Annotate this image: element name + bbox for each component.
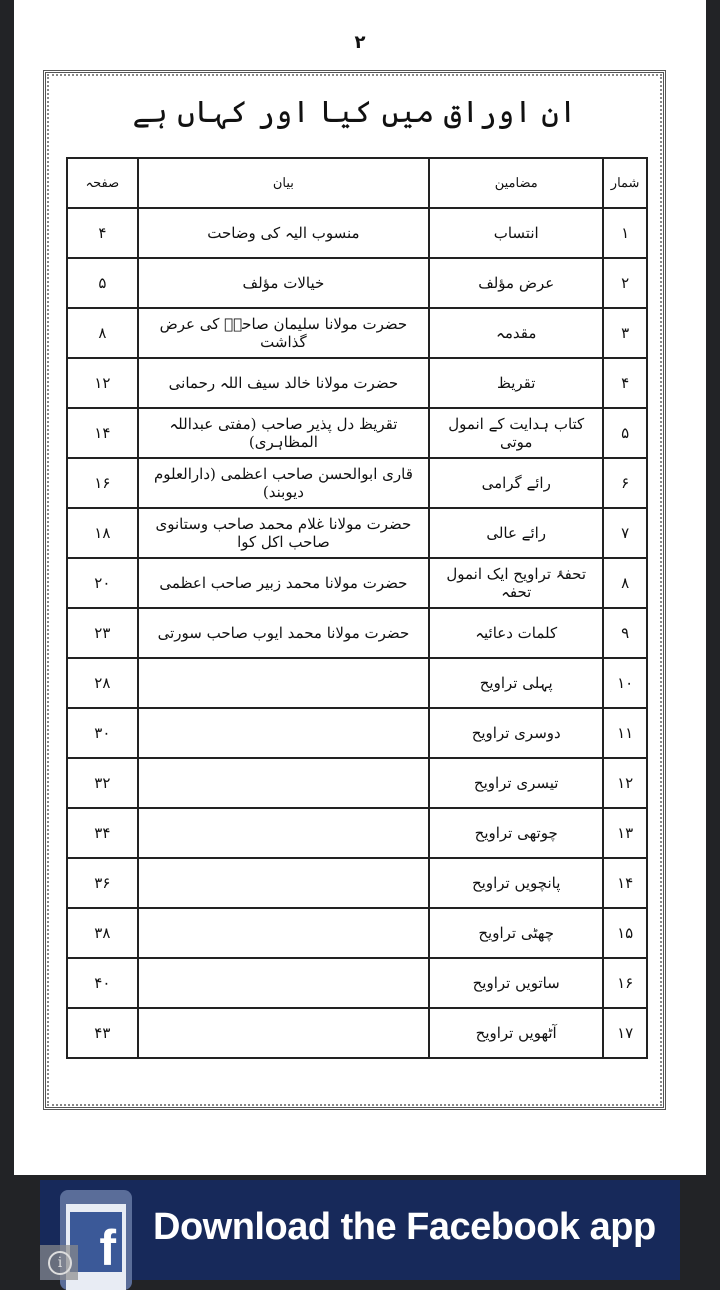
row-statement: خیالات مؤلف [138,258,429,308]
row-page: ۱۴ [67,408,138,458]
table-row [67,908,647,958]
row-page: ۳۶ [67,858,138,908]
table-row [67,458,647,508]
ad-text: Download the Facebook app [153,1206,656,1248]
row-number: ۵ [603,408,647,458]
row-number: ۱۱ [603,708,647,758]
row-subject: رائے گرامی [429,458,603,508]
facebook-app-ad-banner[interactable] [40,1180,680,1280]
document-page [14,0,706,1175]
row-subject: پانچویں تراویح [429,858,603,908]
row-page: ۴۳ [67,1008,138,1058]
row-subject: پہلی تراویح [429,658,603,708]
row-page: ۳۸ [67,908,138,958]
row-number: ۹ [603,608,647,658]
row-page: ۲۳ [67,608,138,658]
row-subject: تحفۂ تراویح ایک انمول تحفہ [429,558,603,608]
row-subject: رائے عالی [429,508,603,558]
row-statement [138,908,429,958]
row-statement: قاری ابوالحسن صاحب اعظمی (دارالعلوم دیوبند) [138,458,429,508]
row-subject: ساتویں تراویح [429,958,603,1008]
table-row [67,508,647,558]
table-row [67,208,647,258]
info-icon: i [48,1251,72,1275]
table-row [67,408,647,458]
row-number: ۱۶ [603,958,647,1008]
row-number: ۷ [603,508,647,558]
row-statement [138,958,429,1008]
row-number: ۱۵ [603,908,647,958]
table-header-row [67,158,647,208]
row-statement: حضرت مولانا سلیمان صاحبؒ کی عرض گذاشت [138,308,429,358]
row-statement [138,758,429,808]
table-row [67,258,647,308]
facebook-logo-icon: f [70,1212,122,1272]
row-page: ۱۲ [67,358,138,408]
table-row [67,708,647,758]
row-page: ۳۲ [67,758,138,808]
table-row [67,758,647,808]
row-subject: آٹھویں تراویح [429,1008,603,1058]
table-row [67,308,647,358]
row-number: ۲ [603,258,647,308]
decorative-frame [43,70,666,1110]
row-number: ۳ [603,308,647,358]
page-number: ۲ [354,32,366,53]
row-page: ۳۴ [67,808,138,858]
row-statement [138,858,429,908]
row-statement: منسوب الیہ کی وضاحت [138,208,429,258]
header-statement: بیان [138,158,429,208]
row-number: ۴ [603,358,647,408]
row-number: ۱۰ [603,658,647,708]
page-title: ان اوراق میں کیا اور کہاں ہے [132,95,577,130]
row-page: ۱۸ [67,508,138,558]
row-subject: عرض مؤلف [429,258,603,308]
row-page: ۲۸ [67,658,138,708]
header-page: صفحہ [67,158,138,208]
row-subject: تیسری تراویح [429,758,603,808]
row-number: ۱۲ [603,758,647,808]
header-subject: مضامین [429,158,603,208]
table-row [67,1008,647,1058]
row-subject: انتساب [429,208,603,258]
table-row [67,558,647,608]
row-statement: تقریظ دل پذیر صاحب (مفتی عبداللہ المظاہری) [138,408,429,458]
row-page: ۸ [67,308,138,358]
row-number: ۱۷ [603,1008,647,1058]
header-number: شمار [603,158,647,208]
row-number: ۶ [603,458,647,508]
contents-table [66,157,648,1059]
row-statement: حضرت مولانا خالد سیف اللہ رحمانی [138,358,429,408]
table-row [67,958,647,1008]
row-subject: کلمات دعائیہ [429,608,603,658]
row-number: ۱۴ [603,858,647,908]
row-page: ۱۶ [67,458,138,508]
row-subject: تقریظ [429,358,603,408]
ad-info-button[interactable] [40,1245,78,1280]
row-subject: مقدمہ [429,308,603,358]
row-statement [138,708,429,758]
row-page: ۵ [67,258,138,308]
row-statement: حضرت مولانا محمد ایوب صاحب سورتی [138,608,429,658]
row-number: ۸ [603,558,647,608]
row-subject: چوتھی تراویح [429,808,603,858]
row-number: ۱ [603,208,647,258]
row-page: ۲۰ [67,558,138,608]
row-statement [138,1008,429,1058]
table-row [67,808,647,858]
table-row [67,858,647,908]
row-subject: کتاب ہدایت کے انمول موتی [429,408,603,458]
row-page: ۴ [67,208,138,258]
row-statement [138,808,429,858]
row-subject: دوسری تراویح [429,708,603,758]
table-row [67,658,647,708]
row-subject: چھٹی تراویح [429,908,603,958]
table-row [67,358,647,408]
row-statement: حضرت مولانا محمد زبیر صاحب اعظمی [138,558,429,608]
row-number: ۱۳ [603,808,647,858]
row-page: ۳۰ [67,708,138,758]
row-statement: حضرت مولانا غلام محمد صاحب وستانوی صاحب اکل کوا [138,508,429,558]
table-row [67,608,647,658]
row-statement [138,658,429,708]
row-page: ۴۰ [67,958,138,1008]
